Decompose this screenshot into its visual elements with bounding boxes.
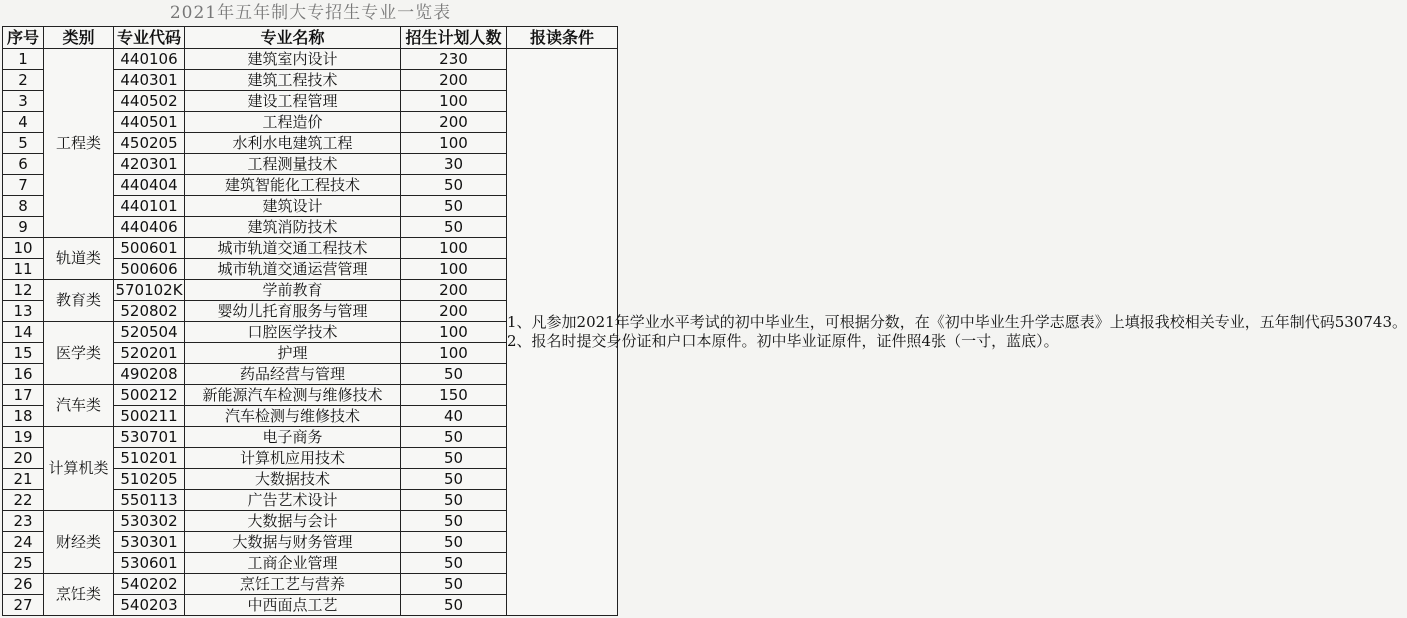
major-name: 广告艺术设计 xyxy=(185,490,401,511)
major-code: 500601 xyxy=(114,238,185,259)
major-name: 电子商务 xyxy=(185,427,401,448)
major-name: 新能源汽车检测与维修技术 xyxy=(185,385,401,406)
major-name: 城市轨道交通工程技术 xyxy=(185,238,401,259)
major-name: 大数据与会计 xyxy=(185,511,401,532)
category-cell: 轨道类 xyxy=(44,238,114,280)
enrollment-plan: 50 xyxy=(401,217,507,238)
category-cell: 医学类 xyxy=(44,322,114,385)
major-name: 药品经营与管理 xyxy=(185,364,401,385)
row-index: 13 xyxy=(3,301,44,322)
row-index: 18 xyxy=(3,406,44,427)
enrollment-plan: 50 xyxy=(401,553,507,574)
row-index: 3 xyxy=(3,91,44,112)
major-name: 大数据技术 xyxy=(185,469,401,490)
major-code: 520201 xyxy=(114,343,185,364)
enrollment-plan: 200 xyxy=(401,70,507,91)
header-name: 专业名称 xyxy=(185,27,401,49)
major-code: 530301 xyxy=(114,532,185,553)
major-name: 水利水电建筑工程 xyxy=(185,133,401,154)
major-code: 520802 xyxy=(114,301,185,322)
enrollment-plan: 50 xyxy=(401,469,507,490)
major-name: 中西面点工艺 xyxy=(185,595,401,616)
major-code: 500212 xyxy=(114,385,185,406)
row-index: 9 xyxy=(3,217,44,238)
major-code: 520504 xyxy=(114,322,185,343)
category-cell: 汽车类 xyxy=(44,385,114,427)
page-title: 2021年五年制大专招生专业一览表 xyxy=(169,3,452,23)
row-index: 27 xyxy=(3,595,44,616)
row-index: 8 xyxy=(3,196,44,217)
row-index: 14 xyxy=(3,322,44,343)
major-code: 530302 xyxy=(114,511,185,532)
major-code: 440106 xyxy=(114,49,185,70)
row-index: 5 xyxy=(3,133,44,154)
enrollment-plan: 30 xyxy=(401,154,507,175)
header-category: 类别 xyxy=(44,27,114,49)
row-index: 23 xyxy=(3,511,44,532)
row-index: 7 xyxy=(3,175,44,196)
major-name: 建筑工程技术 xyxy=(185,70,401,91)
major-code: 440301 xyxy=(114,70,185,91)
major-code: 450205 xyxy=(114,133,185,154)
major-code: 500606 xyxy=(114,259,185,280)
major-code: 420301 xyxy=(114,154,185,175)
major-code: 440404 xyxy=(114,175,185,196)
major-name: 工程造价 xyxy=(185,112,401,133)
major-code: 540203 xyxy=(114,595,185,616)
row-index: 24 xyxy=(3,532,44,553)
category-cell: 工程类 xyxy=(44,49,114,238)
row-index: 2 xyxy=(3,70,44,91)
major-code: 440502 xyxy=(114,91,185,112)
major-name: 汽车检测与维修技术 xyxy=(185,406,401,427)
row-index: 11 xyxy=(3,259,44,280)
table-body xyxy=(3,49,1407,616)
enrollment-plan: 100 xyxy=(401,322,507,343)
row-index: 20 xyxy=(3,448,44,469)
row-index: 4 xyxy=(3,112,44,133)
major-name: 建筑智能化工程技术 xyxy=(185,175,401,196)
major-code: 490208 xyxy=(114,364,185,385)
major-name: 建筑设计 xyxy=(185,196,401,217)
condition-paragraph: 1、凡参加2021年学业水平考试的初中毕业生，可根据分数，在《初中毕业生升学志愿表》上填报我校相关专业，五年制代码530743。 xyxy=(507,313,1407,331)
major-name: 建设工程管理 xyxy=(185,91,401,112)
enrollment-plan: 100 xyxy=(401,91,507,112)
major-code: 570102K xyxy=(115,280,183,299)
major-name: 口腔医学技术 xyxy=(185,322,401,343)
major-name: 婴幼儿托育服务与管理 xyxy=(185,301,401,322)
major-code: 510205 xyxy=(114,469,185,490)
major-name: 烹饪工艺与营养 xyxy=(185,574,401,595)
row-index: 15 xyxy=(3,343,44,364)
category-cell: 财经类 xyxy=(44,511,114,574)
enrollment-plan: 200 xyxy=(401,112,507,133)
table-header-row xyxy=(3,27,618,49)
category-cell: 烹饪类 xyxy=(44,574,114,616)
enrollment-plan: 100 xyxy=(401,343,507,364)
row-index: 10 xyxy=(3,238,44,259)
application-conditions xyxy=(507,49,1407,616)
major-name: 大数据与财务管理 xyxy=(185,532,401,553)
enrollment-plan: 40 xyxy=(401,406,507,427)
major-code: 510201 xyxy=(114,448,185,469)
row-index: 12 xyxy=(3,280,44,301)
category-cell: 计算机类 xyxy=(44,427,114,511)
enrollment-plan: 50 xyxy=(401,364,507,385)
row-index: 1 xyxy=(3,49,44,70)
enrollment-plan: 50 xyxy=(401,511,507,532)
row-index: 22 xyxy=(3,490,44,511)
major-name: 学前教育 xyxy=(185,280,401,301)
major-name: 城市轨道交通运营管理 xyxy=(185,259,401,280)
enrollment-plan: 100 xyxy=(401,133,507,154)
enrollment-plan: 50 xyxy=(401,196,507,217)
major-code: 500211 xyxy=(114,406,185,427)
major-code: 440501 xyxy=(114,112,185,133)
major-code: 530601 xyxy=(114,553,185,574)
major-name: 工程测量技术 xyxy=(185,154,401,175)
major-name: 工商企业管理 xyxy=(185,553,401,574)
enrollment-plan: 150 xyxy=(401,385,507,406)
enrollment-plan: 200 xyxy=(401,301,507,322)
major-code: 550113 xyxy=(114,490,185,511)
table-row xyxy=(3,49,618,70)
major-name: 建筑消防技术 xyxy=(185,217,401,238)
row-index: 6 xyxy=(3,154,44,175)
major-name: 建筑室内设计 xyxy=(185,49,401,70)
header-index: 序号 xyxy=(3,27,44,49)
major-code: 440101 xyxy=(114,196,185,217)
enrollment-plan: 50 xyxy=(401,532,507,553)
header-code: 专业代码 xyxy=(114,27,185,49)
major-name: 护理 xyxy=(185,343,401,364)
row-index: 16 xyxy=(3,364,44,385)
row-index: 26 xyxy=(3,574,44,595)
row-index: 21 xyxy=(3,469,44,490)
major-code: 530701 xyxy=(114,427,185,448)
enrollment-plan: 100 xyxy=(401,259,507,280)
major-code: 540202 xyxy=(114,574,185,595)
enrollment-plan: 50 xyxy=(401,427,507,448)
enrollment-plan: 50 xyxy=(401,490,507,511)
major-code: 440406 xyxy=(114,217,185,238)
enrollment-plan: 100 xyxy=(401,238,507,259)
row-index: 25 xyxy=(3,553,44,574)
majors-table xyxy=(2,26,1407,616)
enrollment-plan: 230 xyxy=(401,49,507,70)
condition-paragraph: 2、报名时提交身份证和户口本原件。初中毕业证原件，证件照4张（一寸，蓝底）。 xyxy=(507,332,1059,350)
row-index: 17 xyxy=(3,385,44,406)
enrollment-plan: 200 xyxy=(401,280,507,301)
enrollment-plan: 50 xyxy=(401,448,507,469)
header-plan: 招生计划人数 xyxy=(401,27,507,49)
enrollment-plan: 50 xyxy=(401,574,507,595)
header-condition: 报读条件 xyxy=(507,27,618,49)
row-index: 19 xyxy=(3,427,44,448)
category-cell: 教育类 xyxy=(44,280,114,322)
enrollment-plan: 50 xyxy=(401,595,507,616)
enrollment-plan: 50 xyxy=(401,175,507,196)
major-name: 计算机应用技术 xyxy=(185,448,401,469)
